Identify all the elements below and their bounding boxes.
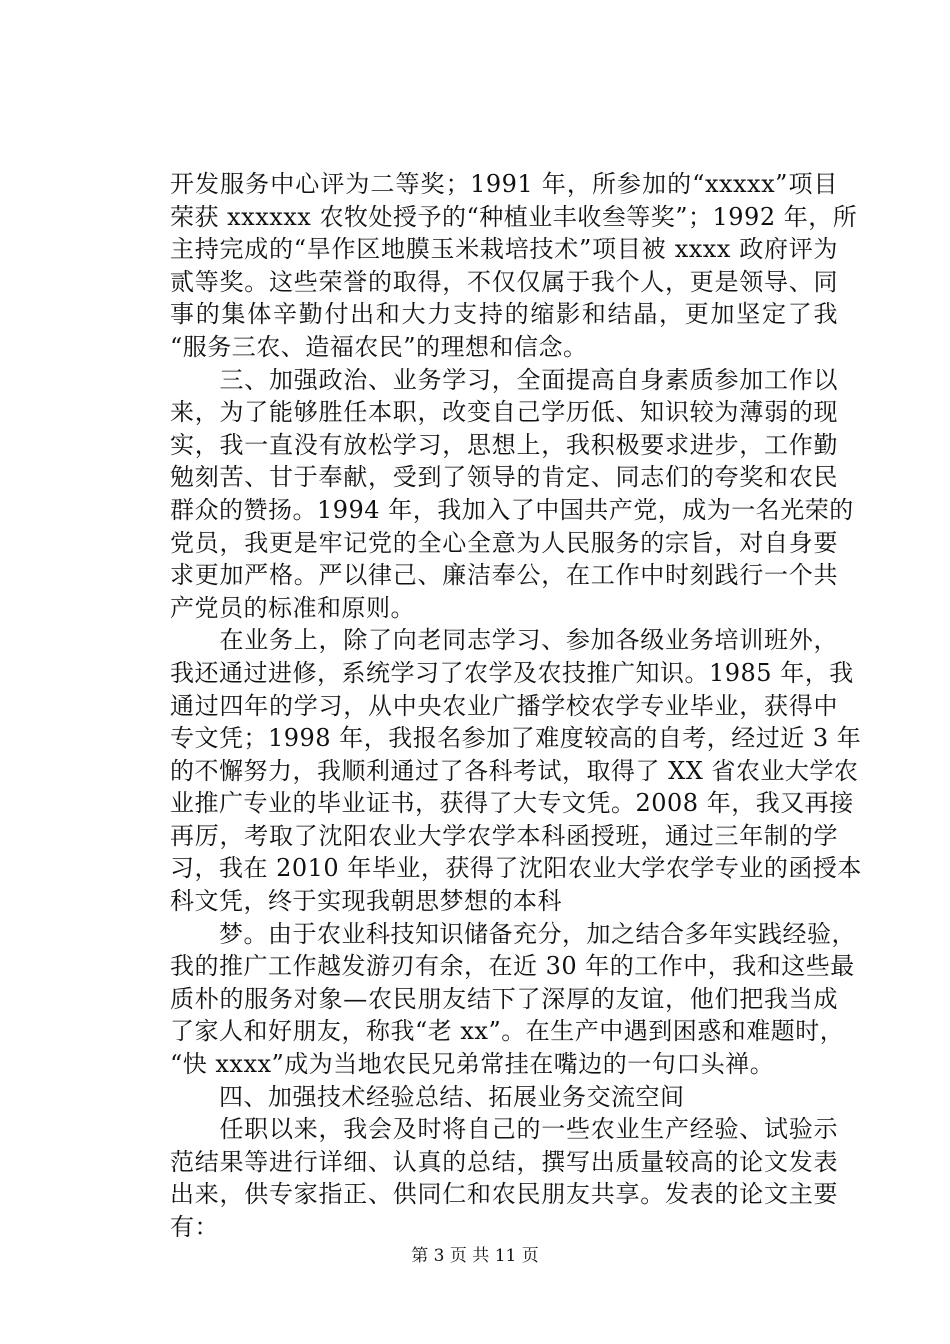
text-line: 群众的赞扬。1994 年，我加入了中国共产党，成为一名光荣的 [170,495,854,524]
section-heading: 四、加强技术经验总结、拓展业务交流空间 [170,1082,685,1111]
text-line: 专文凭；1998 年，我报名参加了难度较高的自考，经过近 3 年 [170,724,862,753]
body-text [170,168,862,1244]
text-line: “快 xxxx”成为当地农民兄弟常挂在嘴边的一句口头禅。 [170,1050,775,1079]
text-line: 勉刻苦、甘于奉献，受到了领导的肯定、同志们的夸奖和农民 [170,463,838,492]
text-line: 了家人和好朋友，称我“老 xx”。在生产中遇到困惑和难题时， [170,1017,845,1046]
text-line: 荣获 xxxxxx 农牧处授予的“种植业丰收叁等奖”；1992 年，所 [170,202,858,231]
text-line: 我的推广工作越发游刃有余，在近 30 年的工作中，我和这些最 [170,952,855,981]
text-line: 开发服务中心评为二等奖；1991 年，所参加的“xxxxx”项目 [170,170,838,198]
text-line: 有： [170,1213,219,1241]
text-line: 求更加严格。严以律己、廉洁奉公，在工作中时刻践行一个共 [170,561,838,590]
text-line: 事的集体辛勤付出和大力支持的缩影和结晶，更加坚定了我 [170,300,838,329]
text-line: 来，为了能够胜任本职，改变自己学历低、知识较为薄弱的现 [170,398,838,427]
text-line: 我还通过进修，系统学习了农学及农技推广知识。1985 年，我 [170,658,854,687]
text-line: 任职以来，我会及时将自己的一些农业生产经验、试验示 [170,1115,838,1144]
text-line: 业推广专业的毕业证书，获得了大专文凭。2008 年，我又再接 [170,789,854,818]
text-line: 再厉，考取了沈阳农业大学农学本科函授班，通过三年制的学 [170,821,838,850]
text-line: 在业务上，除了向老同志学习、参加各级业务培训班外， [170,626,838,655]
text-line: 的不懈努力，我顺利通过了各科考试，取得了 XX 省农业大学农 [170,756,859,785]
text-line: 质朴的服务对象—农民朋友结下了深厚的友谊，他们把我当成 [170,984,838,1013]
text-line: 三、加强政治、业务学习，全面提高自身素质参加工作以 [170,365,838,394]
text-line: 主持完成的“旱作区地膜玉米栽培技术”项目被 xxxx 政府评为 [170,235,838,264]
text-line: 党员，我更是牢记党的全心全意为人民服务的宗旨，对自身要 [170,528,838,557]
text-line: 实，我一直没有放松学习，思想上，我积极要求进步，工作勤 [170,430,838,459]
text-line: “服务三农、造福农民”的理想和信念。 [170,332,588,361]
text-line: 出来，供专家指正、供同仁和农民朋友共享。发表的论文主要 [170,1180,838,1209]
text-line: 科文凭，终于实现我朝思梦想的本科 [170,887,562,916]
text-line: 贰等奖。这些荣誉的取得，不仅仅属于我个人，更是领导、同 [170,267,838,296]
text-line: 通过四年的学习，从中央农业广播学校农学专业毕业，获得中 [170,691,838,720]
page-number: 第 3 页 共 11 页 [411,1246,539,1266]
text-line: 习，我在 2010 年毕业，获得了沈阳农业大学农学专业的函授本 [170,854,862,883]
text-line: 产党员的标准和原则。 [170,593,415,622]
text-line: 范结果等进行详细、认真的总结，撰写出质量较高的论文发表 [170,1147,838,1176]
text-line: 梦。由于农业科技知识储备充分，加之结合多年实践经验， [170,919,856,948]
